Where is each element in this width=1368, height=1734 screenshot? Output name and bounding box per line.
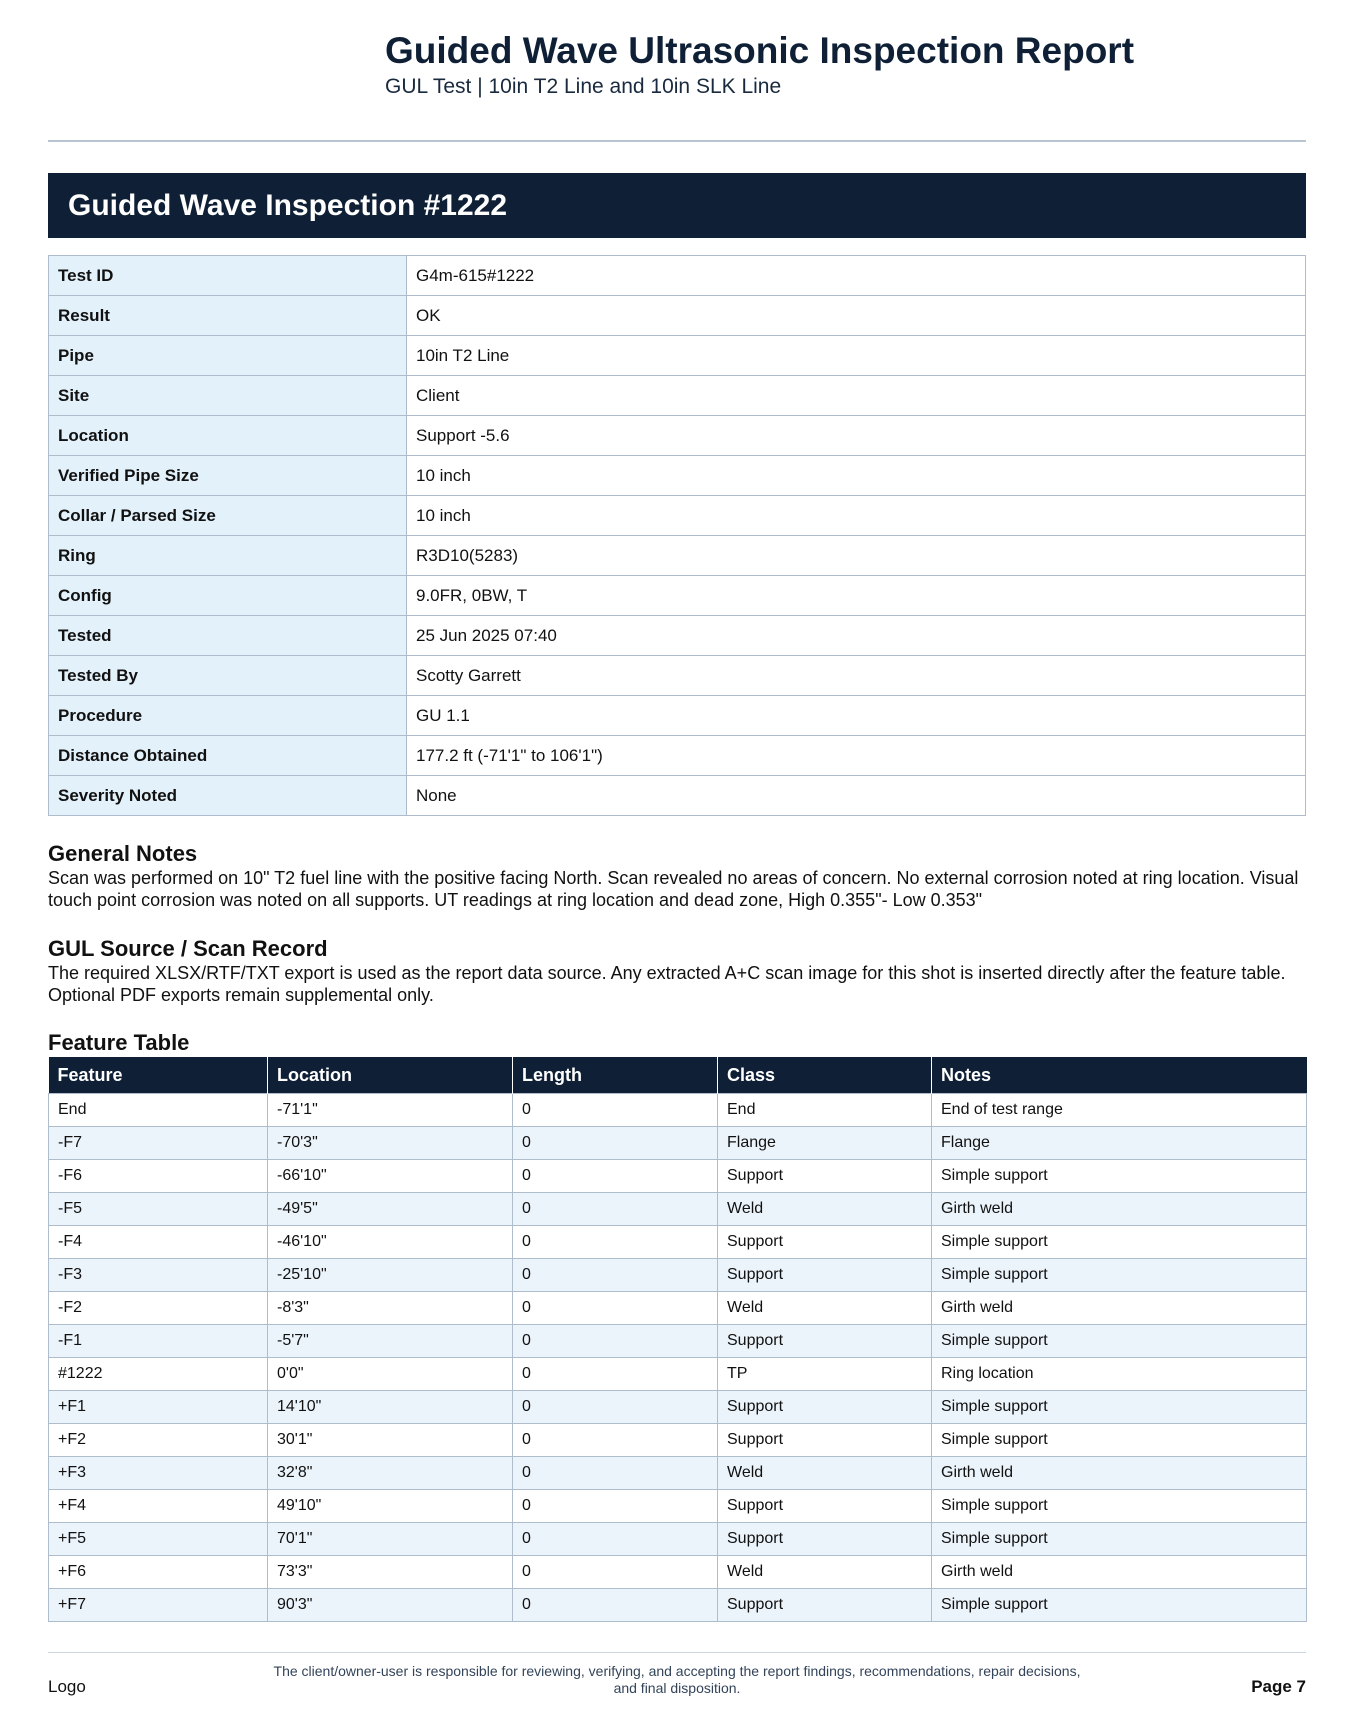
table-cell: 0'0" — [268, 1358, 513, 1391]
table-cell: +F7 — [49, 1589, 268, 1622]
table-cell: 0 — [513, 1160, 718, 1193]
detail-label: Distance Obtained — [49, 736, 407, 776]
table-row — [49, 1589, 1307, 1622]
detail-label: Test ID — [49, 256, 407, 296]
table-cell: 0 — [513, 1523, 718, 1556]
table-cell: -49'5" — [268, 1193, 513, 1226]
detail-value: Support -5.6 — [407, 416, 1306, 456]
feature-table-body — [49, 1094, 1307, 1622]
detail-label: Severity Noted — [49, 776, 407, 816]
source-record-title: GUL Source / Scan Record — [48, 936, 328, 961]
detail-label: Config — [49, 576, 407, 616]
table-cell: -F6 — [49, 1160, 268, 1193]
source-record-text: The required XLSX/RTF/TXT export is used as the report data source. Any extracted A+C scan image for this shot is inserted directly after the feature table. Optional PDF exports remain supplemental only. — [48, 963, 1286, 1005]
table-cell: Simple support — [932, 1589, 1307, 1622]
table-cell: Weld — [718, 1292, 932, 1325]
table-cell: 0 — [513, 1325, 718, 1358]
detail-row — [49, 296, 1306, 336]
table-cell: Support — [718, 1424, 932, 1457]
table-cell: Simple support — [932, 1160, 1307, 1193]
footer-disclaimer-line: The client/owner-user is responsible for reviewing, verifying, and accepting the report findings, recommendations, repair decisions, — [273, 1663, 1081, 1679]
table-cell: Weld — [718, 1193, 932, 1226]
table-cell: +F3 — [49, 1457, 268, 1490]
table-row — [49, 1226, 1307, 1259]
table-cell: -5'7" — [268, 1325, 513, 1358]
table-row — [49, 1259, 1307, 1292]
detail-value: GU 1.1 — [407, 696, 1306, 736]
table-cell: +F1 — [49, 1391, 268, 1424]
table-cell: Simple support — [932, 1490, 1307, 1523]
detail-row — [49, 376, 1306, 416]
table-cell: Flange — [718, 1127, 932, 1160]
detail-value: OK — [407, 296, 1306, 336]
detail-value: 9.0FR, 0BW, T — [407, 576, 1306, 616]
table-cell: -66'10" — [268, 1160, 513, 1193]
table-row — [49, 1523, 1307, 1556]
inspection-title: Guided Wave Inspection #1222 — [68, 188, 508, 222]
table-cell: 0 — [513, 1358, 718, 1391]
detail-row — [49, 256, 1306, 296]
table-cell: +F6 — [49, 1556, 268, 1589]
feature-table-title: Feature Table — [48, 1030, 190, 1055]
feature-table — [48, 1057, 1307, 1622]
detail-label: Site — [49, 376, 407, 416]
table-cell: Support — [718, 1589, 932, 1622]
table-row — [49, 1457, 1307, 1490]
table-cell: -71'1" — [268, 1094, 513, 1127]
table-cell: Girth weld — [932, 1556, 1307, 1589]
table-cell: 14'10" — [268, 1391, 513, 1424]
detail-value: 10in T2 Line — [407, 336, 1306, 376]
table-row — [49, 1490, 1307, 1523]
detail-row — [49, 736, 1306, 776]
detail-label: Tested By — [49, 656, 407, 696]
table-row — [49, 1127, 1307, 1160]
detail-label: Collar / Parsed Size — [49, 496, 407, 536]
table-cell: 0 — [513, 1424, 718, 1457]
table-cell: 0 — [513, 1259, 718, 1292]
table-row — [49, 1358, 1307, 1391]
detail-row — [49, 496, 1306, 536]
detail-value: Client — [407, 376, 1306, 416]
table-cell: +F5 — [49, 1523, 268, 1556]
table-cell: Simple support — [932, 1226, 1307, 1259]
table-cell: 0 — [513, 1226, 718, 1259]
table-cell: Support — [718, 1523, 932, 1556]
table-cell: End of test range — [932, 1094, 1307, 1127]
table-row — [49, 1556, 1307, 1589]
table-cell: -25'10" — [268, 1259, 513, 1292]
table-row — [49, 1160, 1307, 1193]
detail-value: G4m-615#1222 — [407, 256, 1306, 296]
table-row — [49, 1193, 1307, 1226]
table-cell: 0 — [513, 1589, 718, 1622]
feature-column-header: Notes — [932, 1057, 1307, 1094]
detail-label: Tested — [49, 616, 407, 656]
table-cell: Support — [718, 1325, 932, 1358]
table-cell: -8'3" — [268, 1292, 513, 1325]
feature-column-header: Feature — [49, 1057, 268, 1094]
detail-value: 177.2 ft (-71'1" to 106'1") — [407, 736, 1306, 776]
detail-label: Procedure — [49, 696, 407, 736]
detail-row — [49, 416, 1306, 456]
table-cell: Girth weld — [932, 1457, 1307, 1490]
feature-table-header-row — [49, 1057, 1307, 1094]
footer-disclaimer — [248, 1663, 1106, 1697]
table-cell: End — [718, 1094, 932, 1127]
table-cell: Support — [718, 1160, 932, 1193]
detail-row — [49, 576, 1306, 616]
table-row — [49, 1325, 1307, 1358]
table-cell: Support — [718, 1490, 932, 1523]
feature-column-header: Length — [513, 1057, 718, 1094]
table-cell: -70'3" — [268, 1127, 513, 1160]
report-subtitle: GUL Test | 10in T2 Line and 10in SLK Line — [385, 75, 782, 98]
table-row — [49, 1292, 1307, 1325]
detail-value: Scotty Garrett — [407, 656, 1306, 696]
page-number: Page 7 — [1251, 1677, 1306, 1696]
table-cell: 32'8" — [268, 1457, 513, 1490]
detail-label: Pipe — [49, 336, 407, 376]
detail-value: R3D10(5283) — [407, 536, 1306, 576]
detail-value: 10 inch — [407, 496, 1306, 536]
detail-label: Verified Pipe Size — [49, 456, 407, 496]
table-cell: -46'10" — [268, 1226, 513, 1259]
table-row — [49, 1424, 1307, 1457]
table-cell: Simple support — [932, 1391, 1307, 1424]
inspection-banner — [48, 173, 1306, 238]
table-cell: 73'3" — [268, 1556, 513, 1589]
table-cell: 90'3" — [268, 1589, 513, 1622]
table-cell: Support — [718, 1391, 932, 1424]
table-cell: -F4 — [49, 1226, 268, 1259]
report-header — [385, 30, 1134, 100]
table-cell: TP — [718, 1358, 932, 1391]
table-cell: Ring location — [932, 1358, 1307, 1391]
table-cell: #1222 — [49, 1358, 268, 1391]
table-cell: 0 — [513, 1391, 718, 1424]
detail-row — [49, 656, 1306, 696]
detail-row — [49, 336, 1306, 376]
table-cell: -F2 — [49, 1292, 268, 1325]
detail-value: 10 inch — [407, 456, 1306, 496]
table-cell: Weld — [718, 1556, 932, 1589]
table-cell: -F3 — [49, 1259, 268, 1292]
table-cell: 0 — [513, 1490, 718, 1523]
table-cell: Flange — [932, 1127, 1307, 1160]
detail-value: 25 Jun 2025 07:40 — [407, 616, 1306, 656]
table-cell: 49'10" — [268, 1490, 513, 1523]
table-cell: 0 — [513, 1457, 718, 1490]
table-cell: +F4 — [49, 1490, 268, 1523]
table-cell: Simple support — [932, 1259, 1307, 1292]
table-cell: Support — [718, 1259, 932, 1292]
header-divider — [48, 140, 1306, 142]
feature-column-header: Location — [268, 1057, 513, 1094]
inspection-details-body — [49, 256, 1306, 816]
table-cell: Support — [718, 1226, 932, 1259]
footer-disclaimer-line: and final disposition. — [613, 1680, 741, 1696]
table-cell: 0 — [513, 1094, 718, 1127]
table-cell: Girth weld — [932, 1292, 1307, 1325]
detail-row — [49, 536, 1306, 576]
detail-label: Ring — [49, 536, 407, 576]
table-cell: 0 — [513, 1292, 718, 1325]
detail-value: None — [407, 776, 1306, 816]
table-cell: -F1 — [49, 1325, 268, 1358]
table-row — [49, 1391, 1307, 1424]
table-cell: -F5 — [49, 1193, 268, 1226]
detail-row — [49, 456, 1306, 496]
table-cell: +F2 — [49, 1424, 268, 1457]
general-notes-title: General Notes — [48, 841, 198, 866]
footer-divider — [48, 1652, 1306, 1653]
table-cell: 30'1" — [268, 1424, 513, 1457]
detail-label: Location — [49, 416, 407, 456]
general-notes-text: Scan was performed on 10" T2 fuel line with the positive facing North. Scan revealed no areas of concern. No external corrosion noted at ring location. Visual touch point corrosion was noted on all supports. UT readings at ring location and dead zone, High 0.355"- Low 0.353" — [48, 868, 1299, 910]
feature-column-header: Class — [718, 1057, 932, 1094]
table-row — [49, 1094, 1307, 1127]
detail-row — [49, 776, 1306, 816]
table-cell: End — [49, 1094, 268, 1127]
detail-row — [49, 616, 1306, 656]
report-title: Guided Wave Ultrasonic Inspection Report — [385, 30, 1135, 71]
footer-logo: Logo — [48, 1677, 86, 1696]
detail-row — [49, 696, 1306, 736]
table-cell: 0 — [513, 1556, 718, 1589]
inspection-details-table — [48, 255, 1306, 816]
detail-label: Result — [49, 296, 407, 336]
table-cell: -F7 — [49, 1127, 268, 1160]
table-cell: 0 — [513, 1127, 718, 1160]
table-cell: 0 — [513, 1193, 718, 1226]
table-cell: Weld — [718, 1457, 932, 1490]
table-cell: Simple support — [932, 1424, 1307, 1457]
table-cell: Simple support — [932, 1325, 1307, 1358]
table-cell: 70'1" — [268, 1523, 513, 1556]
table-cell: Girth weld — [932, 1193, 1307, 1226]
table-cell: Simple support — [932, 1523, 1307, 1556]
